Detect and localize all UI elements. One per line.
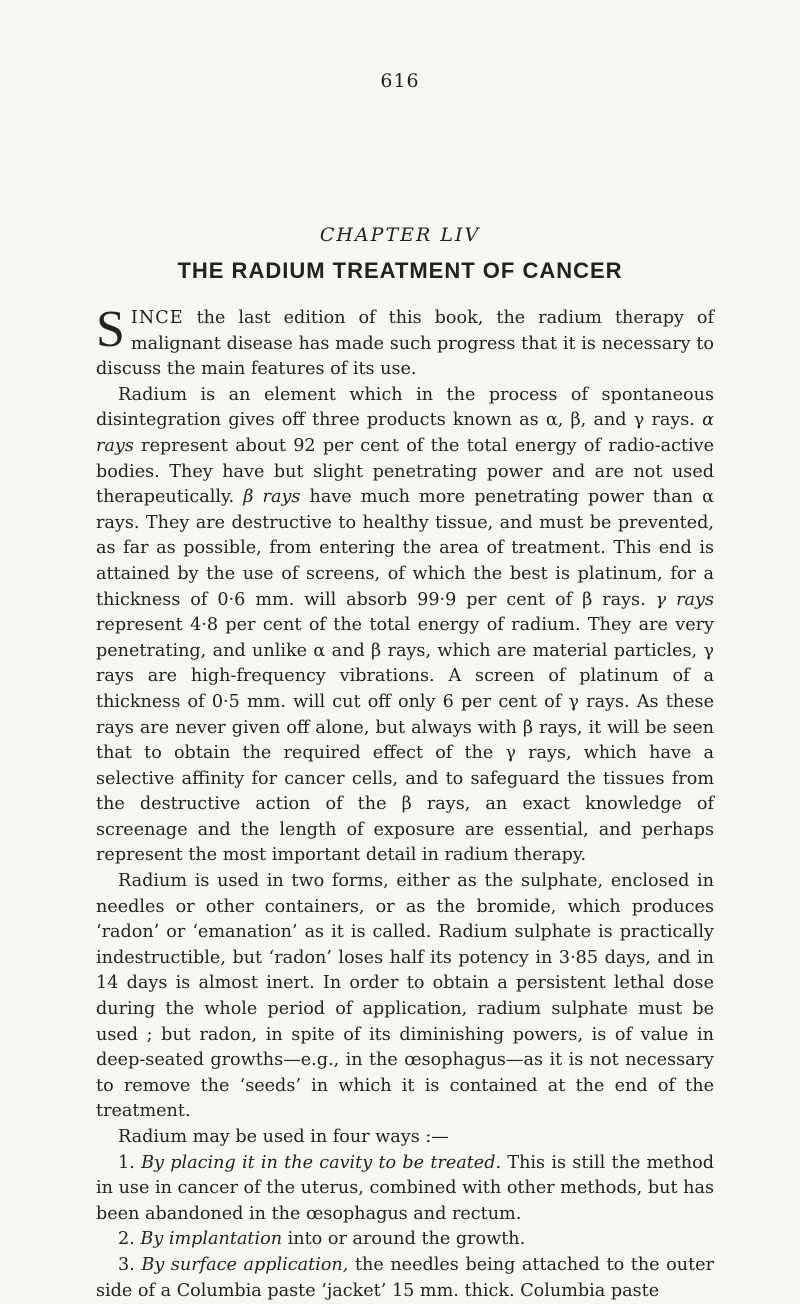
intro-text: the last edition of this book, the radium therapy of malignant disease has made such progress that it is necessary to discuss the main features of its use. [96,308,714,380]
rays-text-1: Radium is an element which in the process of spontaneous disintegration gives off three products known as α, β, and γ rays. [96,384,714,431]
radium-ways-paragraph: Radium may be used in four ways :— [118,1127,449,1147]
way-item-1 [96,1151,714,1228]
rays-text-2: represent about 92 per cent of the total energy of radio-active bodies. They have but slight penetrating power and are not used therapeutically. [96,435,714,508]
way-label: By implantation [140,1229,283,1250]
way-number: 3. [118,1254,135,1275]
rays-text-4: represent 4·8 per cent of the total energy of radium. They are very penetrating, and unlike α and β rays, which are material particles, γ rays are high-frequency vibrations. A screen of platinum of a thickness of 0·5 mm. will cut off only 6 per cent of γ rays. As these rays are never given off alone, but always with β rays, it will be seen that to obtain the required effect of the γ rays, which have a selective affinity for cancer cells, and to safeguard the tissues from the destructive action of the β rays, an exact knowledge of screenage and the length of exposure are essential, and perhaps represent the most important detail in radium therapy. [96,615,714,866]
alpha-rays-label: α rays [96,410,714,456]
way-item-3 [96,1253,714,1304]
chapter-title: THE RADIUM TREATMENT OF CANCER [177,258,623,283]
intro-paragraph [96,301,714,383]
gamma-rays-label: γ rays [655,589,714,610]
intro-lead: INCE [130,308,184,328]
way-number: 1. [118,1152,135,1173]
radium-rays-paragraph [96,383,714,869]
way-label: By placing it in the cavity to be treated. [141,1152,502,1173]
rays-text-3: have much more penetrating power than α rays. They are destructive to healthy tissue, and must be prevented, as far as possible, from entering the area of treatment. This end is attained by the use of screens, of which the best is platinum, for a thickness of 0·6 mm. will absorb 99·9 per cent of β rays. [96,487,714,610]
way-text: This is still the method in use in cancer of the uterus, combined with other methods, but has been abandoned in the œsophagus and rectum. [96,1152,714,1224]
way-label: By surface application, [141,1254,349,1275]
way-text: into or around the growth. [282,1229,526,1250]
body-text [96,301,714,1304]
way-item-2 [96,1227,714,1253]
way-number: 2. [118,1229,135,1250]
way-text: the needles being attached to the outer side of a Columbia paste ‘jacket’ 15 mm. thick. Columbia paste [96,1254,714,1301]
chapter-heading: CHAPTER LIV [319,224,481,246]
radium-forms-paragraph: Radium is used in two forms, either as the sulphate, enclosed in needles or other containers, or as the bromide, which produces ‘radon’ or ‘emanation’ as it is called. Radium sulphate is practically indestructible, but ‘radon’ loses half its potency in 3·85 days, and in 14 days is almost inert. In order to obtain a persistent lethal dose during the whole period of application, radium sulphate must be used ; but radon, in spite of its diminishing powers, is of value in deep-seated growths—e.g., in the œsophagus—as it is not necessary to remove the ‘seeds’ in which it is contained at the end of the treatment. [96,871,714,1122]
drop-cap: S [96,301,125,358]
page-number: 616 [380,70,420,92]
beta-rays-label: β rays [243,487,301,508]
